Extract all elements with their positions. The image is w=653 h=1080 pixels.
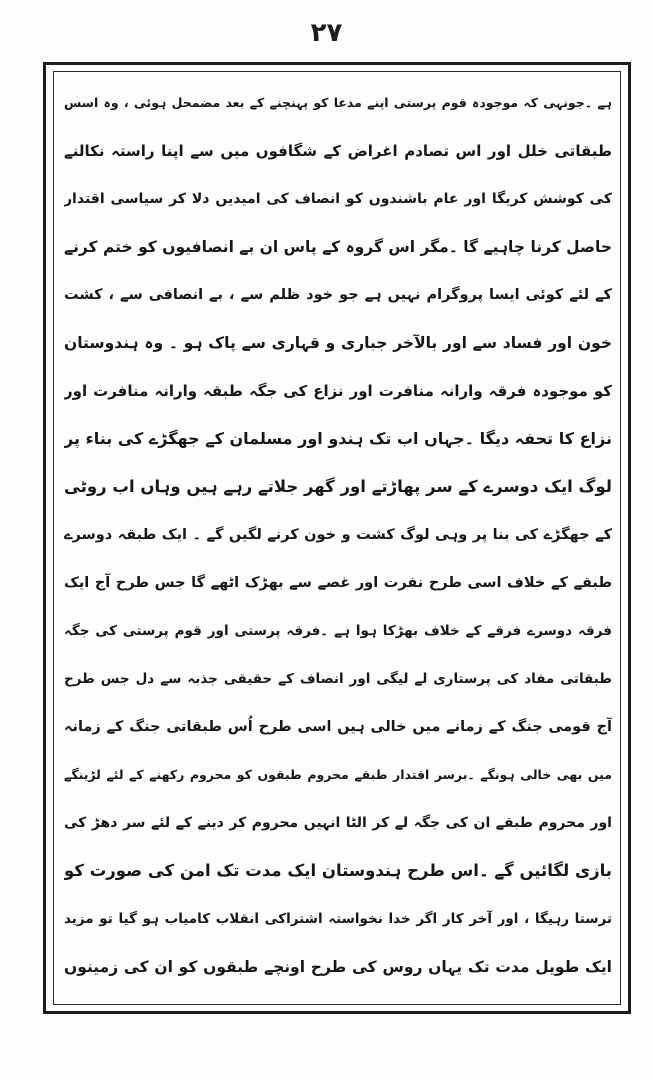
text-line: کے لئے کوئی ایسا پروگرام نہیں ہے جو خود ظلم سے ، بے انصافی سے ، کشت [64, 287, 612, 303]
text-line: ہے ۔جونہی کہ موجودہ قوم پرستی اپنے مدعا کو پہنچنے کے بعد مضمحل ہوئی ، وہ اسس [64, 95, 612, 110]
page-number: ۲۷ [310, 18, 343, 48]
text-line: طبقاتی خلل اور اس تصادم اغراض کے شگافوں میں سے اپنا راستہ نکالنے [64, 142, 612, 160]
text-line: میں بھی خالی ہونگے ۔برسر اقتدار طبقے محروم طبقوں کو محروم رکھنے کے لئے لڑینگے [64, 767, 612, 782]
urdu-text-body [64, 80, 612, 1000]
text-line: کے جھگڑے کی بنا پر وہی لوگ کشت و خون کرنے لگیں گے ۔ ایک طبقہ دوسرے [64, 527, 612, 543]
text-line: طبقے کے خلاف اسی طرح نفرت اور غصے سے بھڑک اٹھے گا جس طرح آج ایک [64, 575, 612, 591]
text-line: آج قومی جنگ کے زمانے میں خالی ہیں اسی طرح اُس طبقاتی جنگ کے زمانہ [64, 719, 612, 735]
text-line: ایک طویل مدت تک یہاں روس کی طرح اونچے طبقوں کو ان کی زمینوں [64, 958, 612, 976]
text-line: ترستا رہیگا ، اور آخر کار اگر خدا نخواستہ اشتراکی انقلاب کامیاب ہو گیا تو مزید [64, 911, 612, 927]
text-line: حاصل کرنا چاہیے گا ۔مگر اس گروہ کے پاس ان بے انصافیوں کو ختم کرنے [64, 238, 612, 256]
text-line: کی کوشش کریگا اور عام باشندوں کو انصاف کی امیدیں دلا کر سیاسی اقتدار [64, 191, 612, 207]
text-line: اور محروم طبقے ان کی جگہ لے کر الٹا انہیں محروم کر دینے کے لئے سر دھڑ کی [64, 815, 612, 831]
text-line: طبقاتی مفاد کی پرستاری لے لیگی اور انصاف کے حقیقی جذبہ سے دل جس طرح [64, 671, 612, 687]
text-line: بازی لگائیں گے ۔اس طرح ہندوستان ایک مدت تک امن کی صورت کو [64, 861, 612, 880]
text-line: نزاع کا تحفہ دیگا ۔جہاں اب تک ہندو اور مسلمان کے جھگڑے کی بناء پر [64, 429, 612, 448]
text-line: خون اور فساد سے اور بالآخر جباری و قہاری سے پاک ہو ۔ وہ ہندوستان [64, 334, 612, 352]
text-line: لوگ ایک دوسرے کے سر پھاڑتے اور گھر جلاتے رہے ہیں وہاں اب روٹی [64, 477, 612, 496]
text-line: کو موجودہ فرقہ وارانہ منافرت اور نزاع کی جگہ طبقہ وارانہ منافرت اور [64, 382, 612, 400]
text-line: فرقہ دوسرے فرقے کے خلاف بھڑکا ہوا ہے ۔فرقہ پرستی اور قوم پرستی کی جگہ [64, 623, 612, 639]
